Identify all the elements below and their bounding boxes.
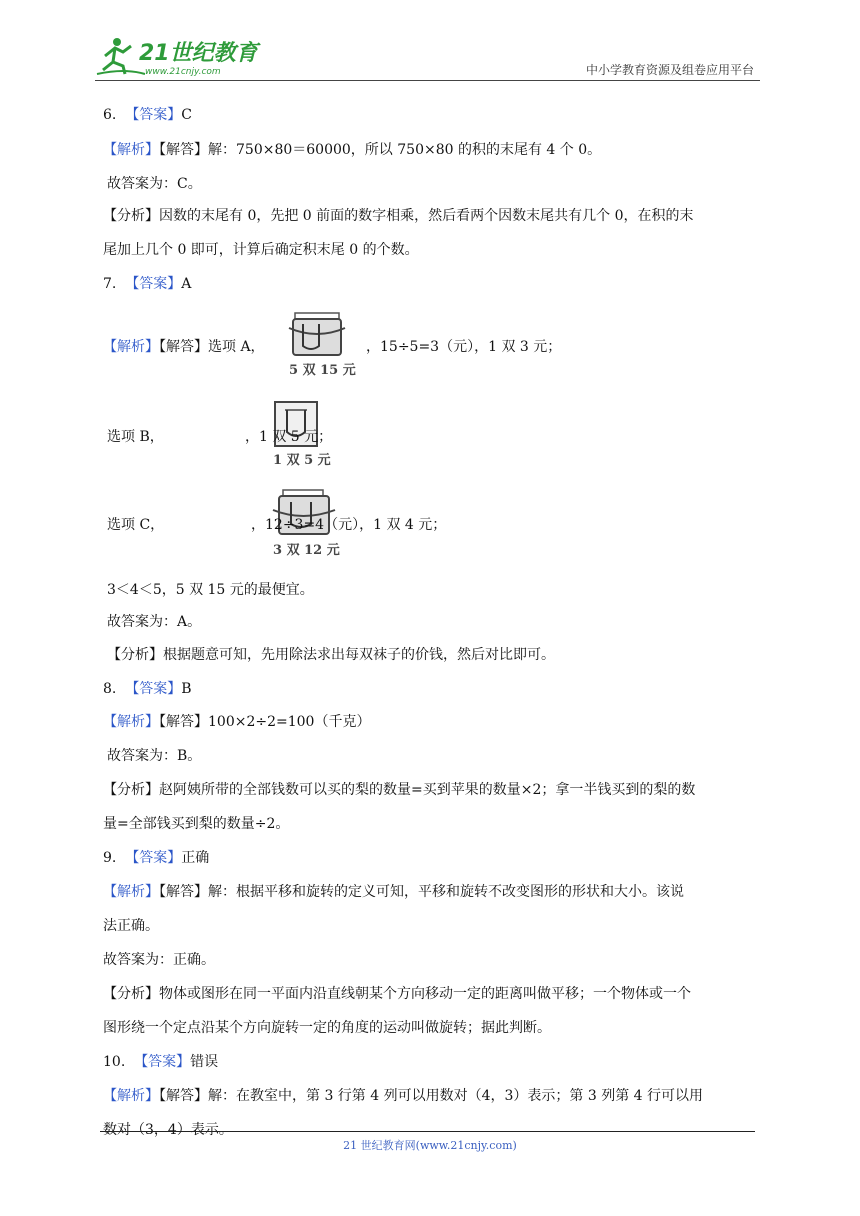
page-header — [95, 28, 760, 80]
q7-answer-line: 7. 【答案】A — [103, 276, 192, 292]
header-divider — [95, 80, 760, 81]
q9-final: 故答案为：正确。 — [103, 952, 215, 968]
svg-text:21世纪教育: 21世纪教育 — [139, 41, 258, 66]
q6-fenxi-1: 【分析】因数的末尾有 0，先把 0 前面的数字相乘，然后看两个因数末尾共有几个 0，在积的末 — [103, 208, 694, 224]
q10-answer-line: 10. 【答案】错误 — [103, 1054, 219, 1070]
footer-link[interactable]: 21 世纪教育网(www.21cnjy.com) — [343, 1139, 517, 1152]
q9-jieda-2: 法正确。 — [103, 918, 159, 934]
q7-option-a-prefix: 【解析】【解答】选项 A， — [103, 339, 265, 355]
answer-tag: 【答案】 — [125, 107, 182, 123]
footer-divider — [100, 1131, 755, 1132]
q8-fenxi-1: 【分析】赵阿姨所带的全部钱数可以买的梨的数量=买到苹果的数量×2；拿一半钱买到的梨的数 — [103, 782, 696, 798]
q7-option-b-prefix: 选项 B， — [107, 429, 164, 445]
q9-answer-line: 9. 【答案】正确 — [103, 850, 210, 866]
q6-answer-line: 6. 【答案】C — [103, 107, 192, 123]
q7-fenxi: 【分析】根据题意可知，先用除法求出每双袜子的价钱，然后对比即可。 — [107, 647, 555, 663]
platform-name: 中小学教育资源及组卷应用平台 — [585, 63, 754, 77]
q10-jieda-2: 数对（3，4）表示。 — [103, 1122, 233, 1138]
q7-final: 故答案为：A。 — [107, 614, 202, 630]
q9-jieda-1: 【解析】【解答】解：根据平移和旋转的定义可知，平移和旋转不改变图形的形状和大小。该说 — [103, 884, 684, 900]
q7-compare: 3＜4＜5，5 双 15 元的最便宜。 — [107, 582, 314, 598]
q9-fenxi-2: 图形绕一个定点沿某个方向旋转一定的角度的运动叫做旋转；据此判断。 — [103, 1020, 551, 1036]
q6-final: 故答案为：C。 — [107, 176, 202, 192]
q8-fenxi-2: 量=全部钱买到梨的数量÷2。 — [103, 816, 290, 832]
q7-option-c-calc: ，12÷3=4（元），1 双 4 元； — [251, 517, 447, 533]
site-logo — [95, 34, 265, 78]
q7-option-c-prefix: 选项 C， — [107, 517, 165, 533]
q8-jieda: 【解析】【解答】100×2÷2=100（千克） — [103, 714, 371, 730]
svg-text:www.21cnjy.com: www.21cnjy.com — [145, 67, 221, 77]
q6-jieda: 【解析】【解答】解：750×80＝60000，所以 750×80 的积的末尾有 4 个 0。 — [103, 142, 602, 158]
q6-fenxi-2: 尾加上几个 0 即可，计算后确定积末尾 0 的个数。 — [103, 242, 419, 258]
socks-pack-5-icon — [287, 310, 367, 380]
q10-jieda-1: 【解析】【解答】解：在教室中，第 3 行第 4 列可以用数对（4，3）表示；第 3 列第 4 行可以用 — [103, 1088, 704, 1104]
q9-fenxi-1: 【分析】物体或图形在同一平面内沿直线朝某个方向移动一定的距离叫做平移；一个物体或一个 — [103, 986, 691, 1002]
q8-final: 故答案为：B。 — [107, 748, 202, 764]
q7-option-a-calc: ，15÷5=3（元），1 双 3 元； — [366, 339, 562, 355]
pack-c-label: 3 双 12 元 — [273, 543, 340, 558]
pack-b-label: 1 双 5 元 — [273, 453, 331, 468]
q8-answer-line: 8. 【答案】B — [103, 681, 192, 697]
q7-option-b-calc: ，1 双 5 元； — [245, 429, 333, 445]
pack-a-label: 5 双 15 元 — [289, 363, 356, 378]
